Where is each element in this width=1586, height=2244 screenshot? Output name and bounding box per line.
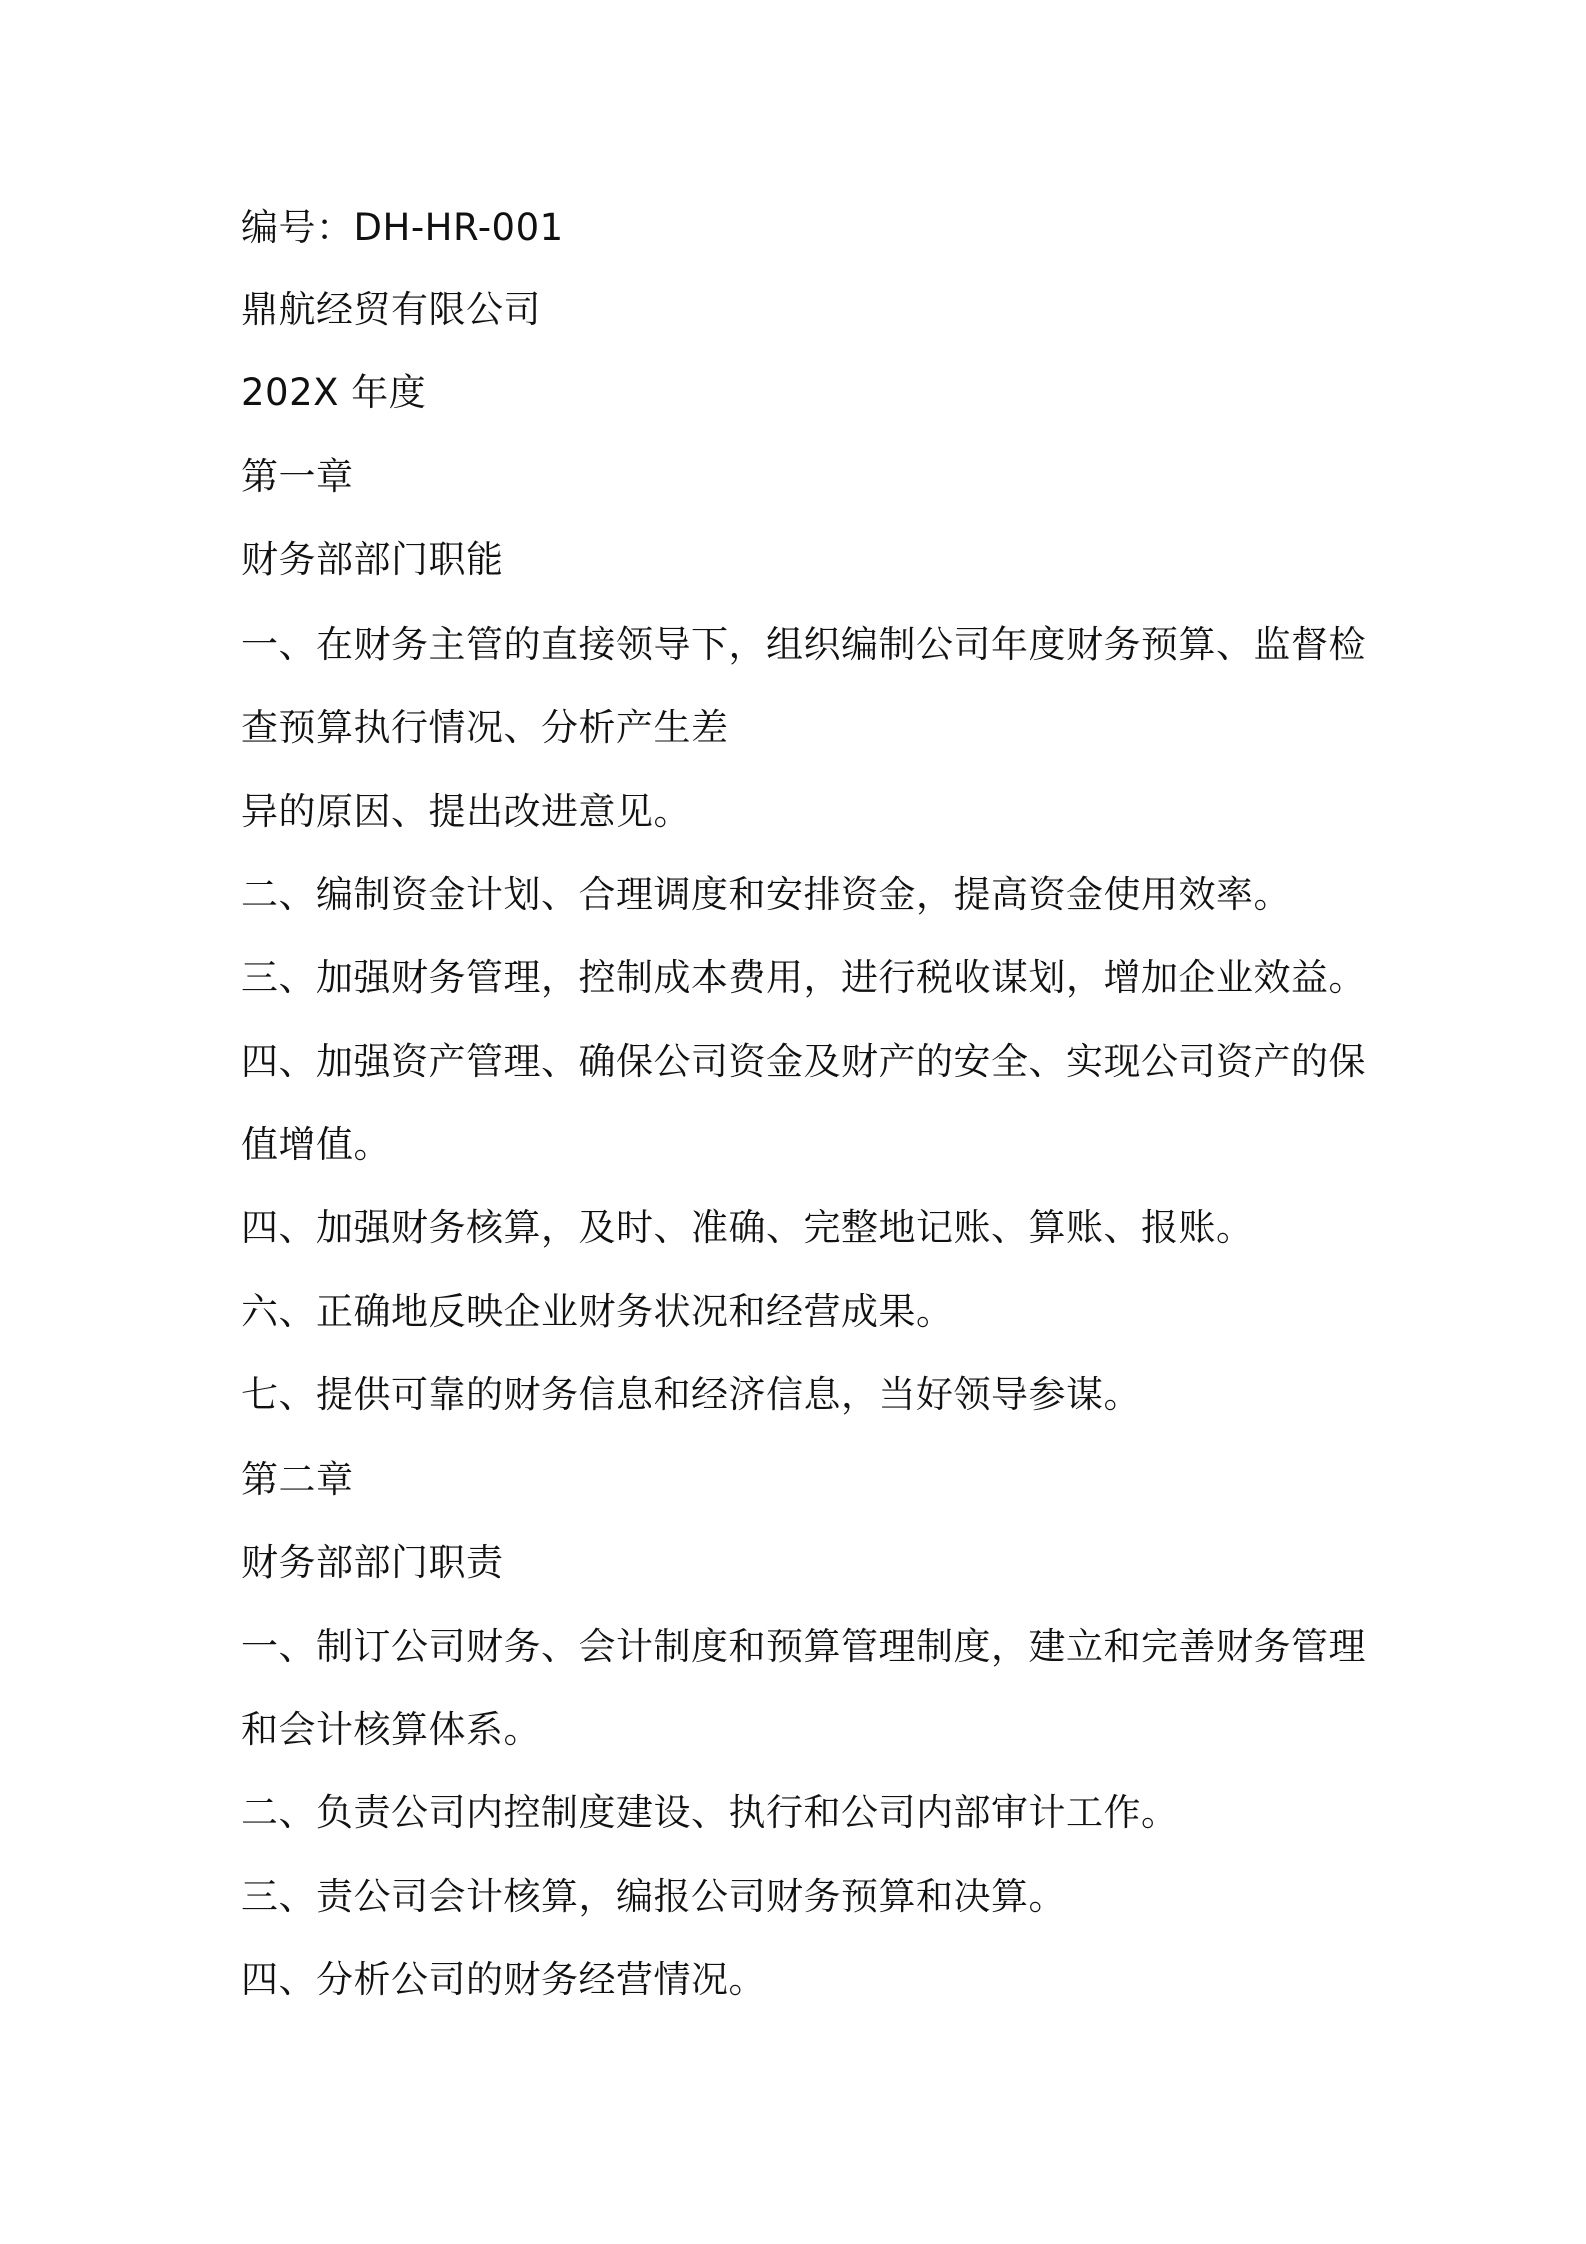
document-number: 编号：DH-HR-001: [241, 206, 564, 249]
chapter-2-heading: 第二章: [241, 1458, 354, 1501]
paragraph-line: 查预算执行情况、分析产生差: [241, 706, 729, 749]
paragraph-line: 一、在财务主管的直接领导下，组织编制公司年度财务预算、监督检: [241, 623, 1366, 666]
paragraph-line: 七、提供可靠的财务信息和经济信息，当好领导参谋。: [241, 1373, 1141, 1416]
chapter-1-heading: 第一章: [241, 455, 354, 498]
paragraph-line: 三、责公司会计核算，编报公司财务预算和决算。: [241, 1875, 1066, 1918]
paragraph-line: 二、编制资金计划、合理调度和安排资金，提高资金使用效率。: [241, 873, 1291, 916]
paragraph-line: 二、负责公司内控制度建设、执行和公司内部审计工作。: [241, 1791, 1179, 1834]
document-year: 202X 年度: [241, 371, 427, 414]
paragraph-line: 六、正确地反映企业财务状况和经营成果。: [241, 1290, 954, 1333]
chapter-1-title: 财务部部门职能: [241, 538, 504, 581]
paragraph-line: 和会计核算体系。: [241, 1708, 541, 1751]
paragraph-line: 异的原因、提出改进意见。: [241, 790, 691, 833]
paragraph-line: 四、加强资产管理、确保公司资金及财产的安全、实现公司资产的保: [241, 1040, 1366, 1083]
company-name: 鼎航经贸有限公司: [241, 288, 541, 331]
paragraph-line: 值增值。: [241, 1123, 391, 1166]
paragraph-line: 四、加强财务核算，及时、准确、完整地记账、算账、报账。: [241, 1206, 1254, 1249]
chapter-2-title: 财务部部门职责: [241, 1541, 504, 1584]
paragraph-line: 一、制订公司财务、会计制度和预算管理制度，建立和完善财务管理: [241, 1625, 1366, 1668]
paragraph-line: 三、加强财务管理，控制成本费用，进行税收谋划，增加企业效益。: [241, 956, 1366, 999]
paragraph-line: 四、分析公司的财务经营情况。: [241, 1958, 766, 2001]
